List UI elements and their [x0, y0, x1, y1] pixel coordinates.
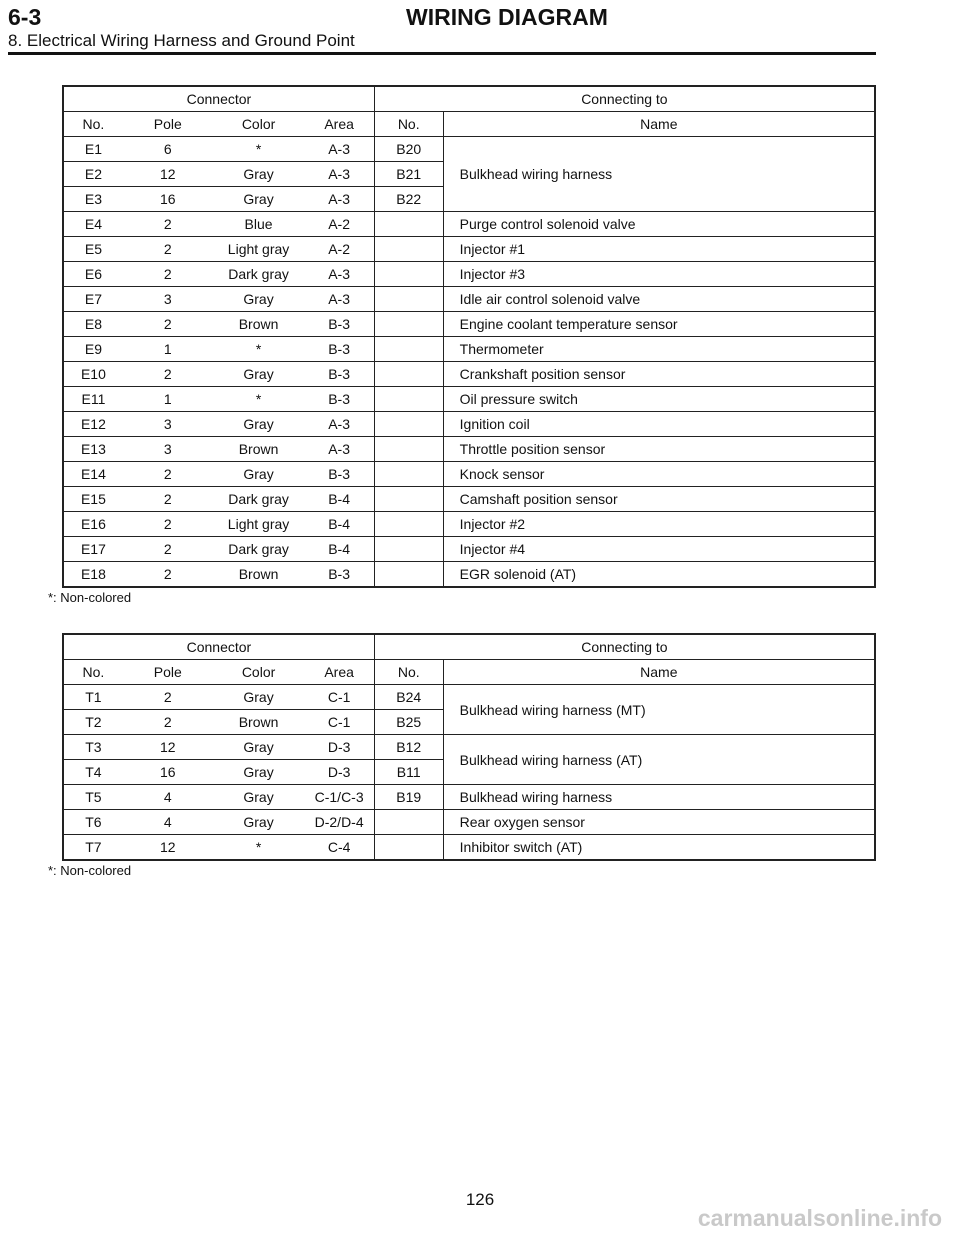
cell-to-no: B22	[374, 187, 443, 212]
cell-area: B-3	[304, 462, 374, 487]
table-row	[63, 337, 875, 362]
table-row	[63, 785, 875, 810]
table-row	[63, 685, 875, 710]
cell-to-no: B21	[374, 162, 443, 187]
col-no-header: No.	[63, 112, 123, 137]
cell-name: Oil pressure switch	[443, 387, 875, 412]
cell-no: T2	[63, 710, 123, 735]
table-group-header	[63, 634, 875, 660]
cell-pole: 2	[123, 262, 213, 287]
cell-no: E8	[63, 312, 123, 337]
cell-no: E1	[63, 137, 123, 162]
table-row	[63, 262, 875, 287]
cell-name: Bulkhead wiring harness (AT)	[443, 735, 875, 785]
cell-color: Dark gray	[213, 537, 305, 562]
cell-to-no	[374, 287, 443, 312]
cell-area: C-4	[304, 835, 374, 861]
cell-pole: 3	[123, 437, 213, 462]
cell-pole: 2	[123, 562, 213, 588]
cell-area: D-3	[304, 735, 374, 760]
cell-area: A-3	[304, 262, 374, 287]
cell-color: *	[213, 137, 305, 162]
cell-name: Bulkhead wiring harness (MT)	[443, 685, 875, 735]
col-no-header: No.	[63, 660, 123, 685]
connecting-to-group-header: Connecting to	[374, 634, 875, 660]
cell-no: E12	[63, 412, 123, 437]
cell-name: Injector #3	[443, 262, 875, 287]
watermark: carmanualsonline.info	[697, 1205, 942, 1231]
section-number: 6-3	[8, 4, 42, 30]
cell-area: B-3	[304, 312, 374, 337]
cell-area: D-3	[304, 760, 374, 785]
cell-color: Dark gray	[213, 262, 305, 287]
cell-area: C-1	[304, 710, 374, 735]
connector-table-e	[62, 85, 876, 588]
cell-area: B-3	[304, 387, 374, 412]
cell-pole: 1	[123, 387, 213, 412]
cell-to-no	[374, 512, 443, 537]
table-row	[63, 287, 875, 312]
table-row	[63, 437, 875, 462]
cell-color: Brown	[213, 710, 305, 735]
cell-color: Gray	[213, 760, 305, 785]
cell-pole: 12	[123, 735, 213, 760]
table-row	[63, 362, 875, 387]
cell-color: Light gray	[213, 237, 305, 262]
cell-no: E7	[63, 287, 123, 312]
cell-no: E4	[63, 212, 123, 237]
cell-pole: 2	[123, 212, 213, 237]
cell-no: E15	[63, 487, 123, 512]
cell-no: T6	[63, 810, 123, 835]
col-to-no-header: No.	[374, 112, 443, 137]
cell-pole: 12	[123, 835, 213, 861]
cell-pole: 3	[123, 287, 213, 312]
table-row	[63, 735, 875, 760]
connector-table-t	[62, 633, 876, 861]
connector-table-t-body	[63, 634, 875, 860]
col-area-header: Area	[304, 660, 374, 685]
col-area-header: Area	[304, 112, 374, 137]
cell-name: Inhibitor switch (AT)	[443, 835, 875, 861]
cell-to-no	[374, 262, 443, 287]
cell-to-no: B12	[374, 735, 443, 760]
table-row	[63, 810, 875, 835]
cell-color: *	[213, 387, 305, 412]
cell-color: Gray	[213, 412, 305, 437]
col-pole-header: Pole	[123, 660, 213, 685]
cell-no: T4	[63, 760, 123, 785]
cell-to-no	[374, 362, 443, 387]
connector-table-e-body	[63, 86, 875, 587]
cell-pole: 2	[123, 237, 213, 262]
col-pole-header: Pole	[123, 112, 213, 137]
cell-color: Gray	[213, 362, 305, 387]
cell-no: T5	[63, 785, 123, 810]
cell-area: B-3	[304, 337, 374, 362]
cell-name: Injector #4	[443, 537, 875, 562]
table-row	[63, 312, 875, 337]
cell-color: Brown	[213, 437, 305, 462]
cell-name: EGR solenoid (AT)	[443, 562, 875, 588]
col-to-no-header: No.	[374, 660, 443, 685]
cell-name: Throttle position sensor	[443, 437, 875, 462]
cell-no: E2	[63, 162, 123, 187]
cell-area: A-3	[304, 287, 374, 312]
cell-pole: 2	[123, 312, 213, 337]
cell-area: A-3	[304, 137, 374, 162]
cell-color: Gray	[213, 810, 305, 835]
cell-to-no	[374, 462, 443, 487]
cell-color: Gray	[213, 785, 305, 810]
cell-no: E6	[63, 262, 123, 287]
cell-area: A-3	[304, 412, 374, 437]
cell-color: *	[213, 337, 305, 362]
cell-to-no	[374, 337, 443, 362]
cell-name: Thermometer	[443, 337, 875, 362]
col-color-header: Color	[213, 112, 305, 137]
cell-no: E18	[63, 562, 123, 588]
cell-area: A-2	[304, 237, 374, 262]
table-row	[63, 562, 875, 588]
cell-color: Blue	[213, 212, 305, 237]
cell-name: Idle air control solenoid valve	[443, 287, 875, 312]
page-subtitle: 8. Electrical Wiring Harness and Ground Point	[8, 31, 355, 50]
cell-pole: 1	[123, 337, 213, 362]
cell-to-no	[374, 437, 443, 462]
connector-group-header: Connector	[63, 86, 374, 112]
cell-pole: 2	[123, 462, 213, 487]
cell-name: Ignition coil	[443, 412, 875, 437]
cell-pole: 16	[123, 187, 213, 212]
table-row	[63, 137, 875, 162]
table-row	[63, 412, 875, 437]
cell-name: Bulkhead wiring harness	[443, 137, 875, 212]
cell-to-no	[374, 412, 443, 437]
cell-no: E10	[63, 362, 123, 387]
table-row	[63, 237, 875, 262]
cell-pole: 2	[123, 710, 213, 735]
cell-name: Camshaft position sensor	[443, 487, 875, 512]
table-group-header	[63, 86, 875, 112]
cell-no: T1	[63, 685, 123, 710]
cell-color: Light gray	[213, 512, 305, 537]
cell-color: *	[213, 835, 305, 861]
table-row	[63, 835, 875, 861]
col-color-header: Color	[213, 660, 305, 685]
cell-to-no	[374, 487, 443, 512]
cell-color: Brown	[213, 312, 305, 337]
cell-to-no: B25	[374, 710, 443, 735]
cell-area: C-1/C-3	[304, 785, 374, 810]
table-footnote: *: Non-colored	[48, 590, 132, 605]
cell-no: E16	[63, 512, 123, 537]
table-row	[63, 487, 875, 512]
cell-to-no	[374, 312, 443, 337]
col-name-header: Name	[443, 112, 875, 137]
cell-to-no: B24	[374, 685, 443, 710]
cell-no: T3	[63, 735, 123, 760]
cell-color: Gray	[213, 187, 305, 212]
cell-no: E14	[63, 462, 123, 487]
cell-no: E17	[63, 537, 123, 562]
cell-to-no: B19	[374, 785, 443, 810]
table-row	[63, 212, 875, 237]
cell-no: E11	[63, 387, 123, 412]
cell-area: B-4	[304, 512, 374, 537]
table-row	[63, 537, 875, 562]
cell-area: A-2	[304, 212, 374, 237]
cell-pole: 4	[123, 785, 213, 810]
table-column-header	[63, 112, 875, 137]
cell-area: D-2/D-4	[304, 810, 374, 835]
cell-color: Gray	[213, 685, 305, 710]
table-column-header	[63, 660, 875, 685]
cell-area: B-4	[304, 487, 374, 512]
cell-name: Purge control solenoid valve	[443, 212, 875, 237]
table-row	[63, 512, 875, 537]
cell-pole: 2	[123, 487, 213, 512]
cell-color: Gray	[213, 462, 305, 487]
connecting-to-group-header: Connecting to	[374, 86, 875, 112]
cell-no: T7	[63, 835, 123, 861]
cell-no: E5	[63, 237, 123, 262]
header-rule	[8, 52, 876, 55]
cell-name: Crankshaft position sensor	[443, 362, 875, 387]
cell-name: Injector #2	[443, 512, 875, 537]
cell-pole: 6	[123, 137, 213, 162]
cell-area: B-3	[304, 562, 374, 588]
cell-area: A-3	[304, 437, 374, 462]
cell-area: C-1	[304, 685, 374, 710]
cell-name: Bulkhead wiring harness	[443, 785, 875, 810]
cell-pole: 12	[123, 162, 213, 187]
cell-pole: 2	[123, 537, 213, 562]
cell-area: A-3	[304, 162, 374, 187]
cell-to-no	[374, 835, 443, 861]
cell-name: Engine coolant temperature sensor	[443, 312, 875, 337]
cell-area: B-3	[304, 362, 374, 387]
cell-name: Rear oxygen sensor	[443, 810, 875, 835]
cell-pole: 2	[123, 512, 213, 537]
cell-to-no	[374, 810, 443, 835]
table-row	[63, 462, 875, 487]
table-row	[63, 387, 875, 412]
table-footnote: *: Non-colored	[48, 863, 132, 878]
cell-pole: 3	[123, 412, 213, 437]
cell-area: B-4	[304, 537, 374, 562]
cell-pole: 16	[123, 760, 213, 785]
cell-to-no: B11	[374, 760, 443, 785]
cell-to-no	[374, 387, 443, 412]
cell-pole: 2	[123, 362, 213, 387]
cell-name: Injector #1	[443, 237, 875, 262]
col-name-header: Name	[443, 660, 875, 685]
page-number: 126	[465, 1190, 495, 1209]
cell-color: Dark gray	[213, 487, 305, 512]
cell-no: E9	[63, 337, 123, 362]
cell-no: E3	[63, 187, 123, 212]
cell-color: Gray	[213, 162, 305, 187]
cell-to-no	[374, 237, 443, 262]
cell-to-no	[374, 537, 443, 562]
cell-to-no: B20	[374, 137, 443, 162]
cell-color: Gray	[213, 287, 305, 312]
cell-area: A-3	[304, 187, 374, 212]
cell-to-no	[374, 562, 443, 588]
cell-color: Brown	[213, 562, 305, 588]
cell-color: Gray	[213, 735, 305, 760]
cell-to-no	[374, 212, 443, 237]
page-title: WIRING DIAGRAM	[406, 4, 608, 30]
cell-pole: 4	[123, 810, 213, 835]
cell-pole: 2	[123, 685, 213, 710]
connector-group-header: Connector	[63, 634, 374, 660]
cell-name: Knock sensor	[443, 462, 875, 487]
cell-no: E13	[63, 437, 123, 462]
